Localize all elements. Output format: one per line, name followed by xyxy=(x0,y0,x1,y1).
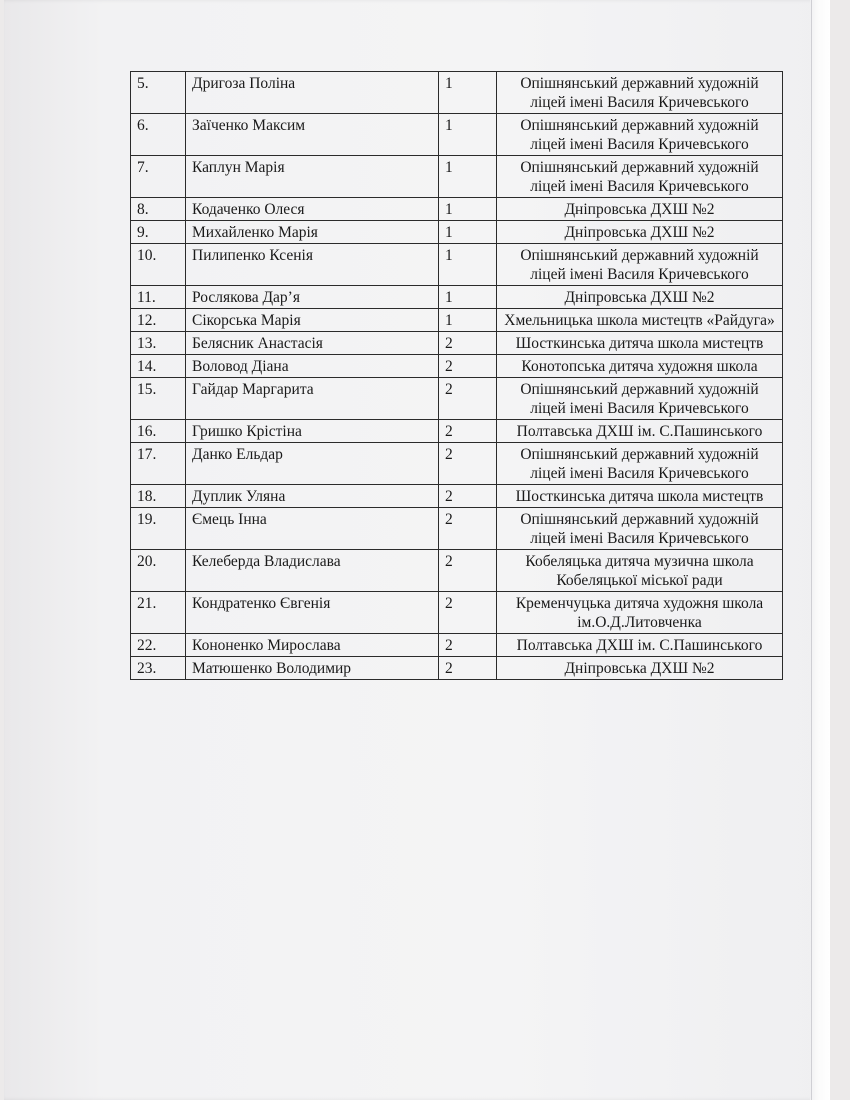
table-row xyxy=(131,114,783,156)
row-number-cell: 17. xyxy=(131,443,186,485)
table-row xyxy=(131,420,783,443)
row-number-cell: 15. xyxy=(131,378,186,420)
level-cell: 1 xyxy=(439,72,497,114)
participants-table-body xyxy=(131,72,783,680)
school-cell: Опішнянський державний художній ліцей імені Василя Кричевського xyxy=(497,72,783,114)
school-cell: Дніпровська ДХШ №2 xyxy=(497,221,783,244)
level-cell: 2 xyxy=(439,657,497,680)
participant-name-cell: Дуплик Уляна xyxy=(186,485,439,508)
participant-name-cell: Ємець Інна xyxy=(186,508,439,550)
participant-name-cell: Кондратенко Євгенія xyxy=(186,592,439,634)
participant-name-cell: Рослякова Дар’я xyxy=(186,286,439,309)
participant-name-cell: Гайдар Маргарита xyxy=(186,378,439,420)
row-number-cell: 14. xyxy=(131,355,186,378)
level-cell: 2 xyxy=(439,355,497,378)
level-cell: 1 xyxy=(439,244,497,286)
participant-name-cell: Кононенко Мирослава xyxy=(186,634,439,657)
level-cell: 2 xyxy=(439,508,497,550)
table-row xyxy=(131,72,783,114)
school-cell: Полтавська ДХШ ім. С.Пашинського xyxy=(497,634,783,657)
table-row xyxy=(131,309,783,332)
row-number-cell: 6. xyxy=(131,114,186,156)
participant-name-cell: Михайленко Марія xyxy=(186,221,439,244)
school-cell: Опішнянський державний художній ліцей імені Василя Кричевського xyxy=(497,244,783,286)
participant-name-cell: Белясник Анастасія xyxy=(186,332,439,355)
level-cell: 1 xyxy=(439,221,497,244)
level-cell: 2 xyxy=(439,443,497,485)
row-number-cell: 23. xyxy=(131,657,186,680)
row-number-cell: 21. xyxy=(131,592,186,634)
school-cell: Опішнянський державний художній ліцей імені Василя Кричевського xyxy=(497,508,783,550)
participant-name-cell: Дригоза Поліна xyxy=(186,72,439,114)
row-number-cell: 7. xyxy=(131,156,186,198)
school-cell: Дніпровська ДХШ №2 xyxy=(497,286,783,309)
row-number-cell: 9. xyxy=(131,221,186,244)
table-row xyxy=(131,443,783,485)
school-cell: Дніпровська ДХШ №2 xyxy=(497,657,783,680)
level-cell: 1 xyxy=(439,309,497,332)
level-cell: 2 xyxy=(439,550,497,592)
page-edge-line xyxy=(811,0,812,1100)
school-cell: Хмельницька школа мистецтв «Райдуга» xyxy=(497,309,783,332)
table-row xyxy=(131,634,783,657)
row-number-cell: 19. xyxy=(131,508,186,550)
participant-name-cell: Данко Ельдар xyxy=(186,443,439,485)
table-row xyxy=(131,244,783,286)
row-number-cell: 5. xyxy=(131,72,186,114)
participant-name-cell: Воловод Діана xyxy=(186,355,439,378)
level-cell: 2 xyxy=(439,420,497,443)
table-row xyxy=(131,198,783,221)
table-row xyxy=(131,508,783,550)
participant-name-cell: Гришко Крістіна xyxy=(186,420,439,443)
participant-name-cell: Заїченко Максим xyxy=(186,114,439,156)
level-cell: 1 xyxy=(439,156,497,198)
participant-name-cell: Матюшенко Володимир xyxy=(186,657,439,680)
participant-name-cell: Келеберда Владислава xyxy=(186,550,439,592)
school-cell: Кобеляцька дитяча музична школа Кобеляцької міської ради xyxy=(497,550,783,592)
level-cell: 2 xyxy=(439,485,497,508)
row-number-cell: 22. xyxy=(131,634,186,657)
table-row xyxy=(131,592,783,634)
row-number-cell: 8. xyxy=(131,198,186,221)
participant-name-cell: Кодаченко Олеся xyxy=(186,198,439,221)
school-cell: Шосткинська дитяча школа мистецтв xyxy=(497,485,783,508)
row-number-cell: 13. xyxy=(131,332,186,355)
page-edge xyxy=(810,0,830,1100)
participants-table xyxy=(130,71,783,680)
school-cell: Опішнянський державний художній ліцей імені Василя Кричевського xyxy=(497,156,783,198)
participant-name-cell: Пилипенко Ксенія xyxy=(186,244,439,286)
participant-name-cell: Сікорська Марія xyxy=(186,309,439,332)
school-cell: Опішнянський державний художній ліцей імені Василя Кричевського xyxy=(497,378,783,420)
table-row xyxy=(131,485,783,508)
school-cell: Полтавська ДХШ ім. С.Пашинського xyxy=(497,420,783,443)
school-cell: Опішнянський державний художній ліцей імені Василя Кричевського xyxy=(497,114,783,156)
level-cell: 2 xyxy=(439,634,497,657)
school-cell: Дніпровська ДХШ №2 xyxy=(497,198,783,221)
table-row xyxy=(131,332,783,355)
table-row xyxy=(131,355,783,378)
school-cell: Шосткинська дитяча школа мистецтв xyxy=(497,332,783,355)
row-number-cell: 10. xyxy=(131,244,186,286)
participant-name-cell: Каплун Марія xyxy=(186,156,439,198)
row-number-cell: 11. xyxy=(131,286,186,309)
school-cell: Опішнянський державний художній ліцей імені Василя Кричевського xyxy=(497,443,783,485)
row-number-cell: 12. xyxy=(131,309,186,332)
table-row xyxy=(131,657,783,680)
level-cell: 1 xyxy=(439,114,497,156)
level-cell: 1 xyxy=(439,286,497,309)
table-row xyxy=(131,286,783,309)
row-number-cell: 18. xyxy=(131,485,186,508)
school-cell: Конотопська дитяча художня школа xyxy=(497,355,783,378)
level-cell: 1 xyxy=(439,198,497,221)
table-row xyxy=(131,221,783,244)
level-cell: 2 xyxy=(439,378,497,420)
table-row xyxy=(131,156,783,198)
table-row xyxy=(131,378,783,420)
school-cell: Кременчуцька дитяча художня школа ім.О.Д.Литовченка xyxy=(497,592,783,634)
row-number-cell: 16. xyxy=(131,420,186,443)
level-cell: 2 xyxy=(439,592,497,634)
level-cell: 2 xyxy=(439,332,497,355)
row-number-cell: 20. xyxy=(131,550,186,592)
table-row xyxy=(131,550,783,592)
